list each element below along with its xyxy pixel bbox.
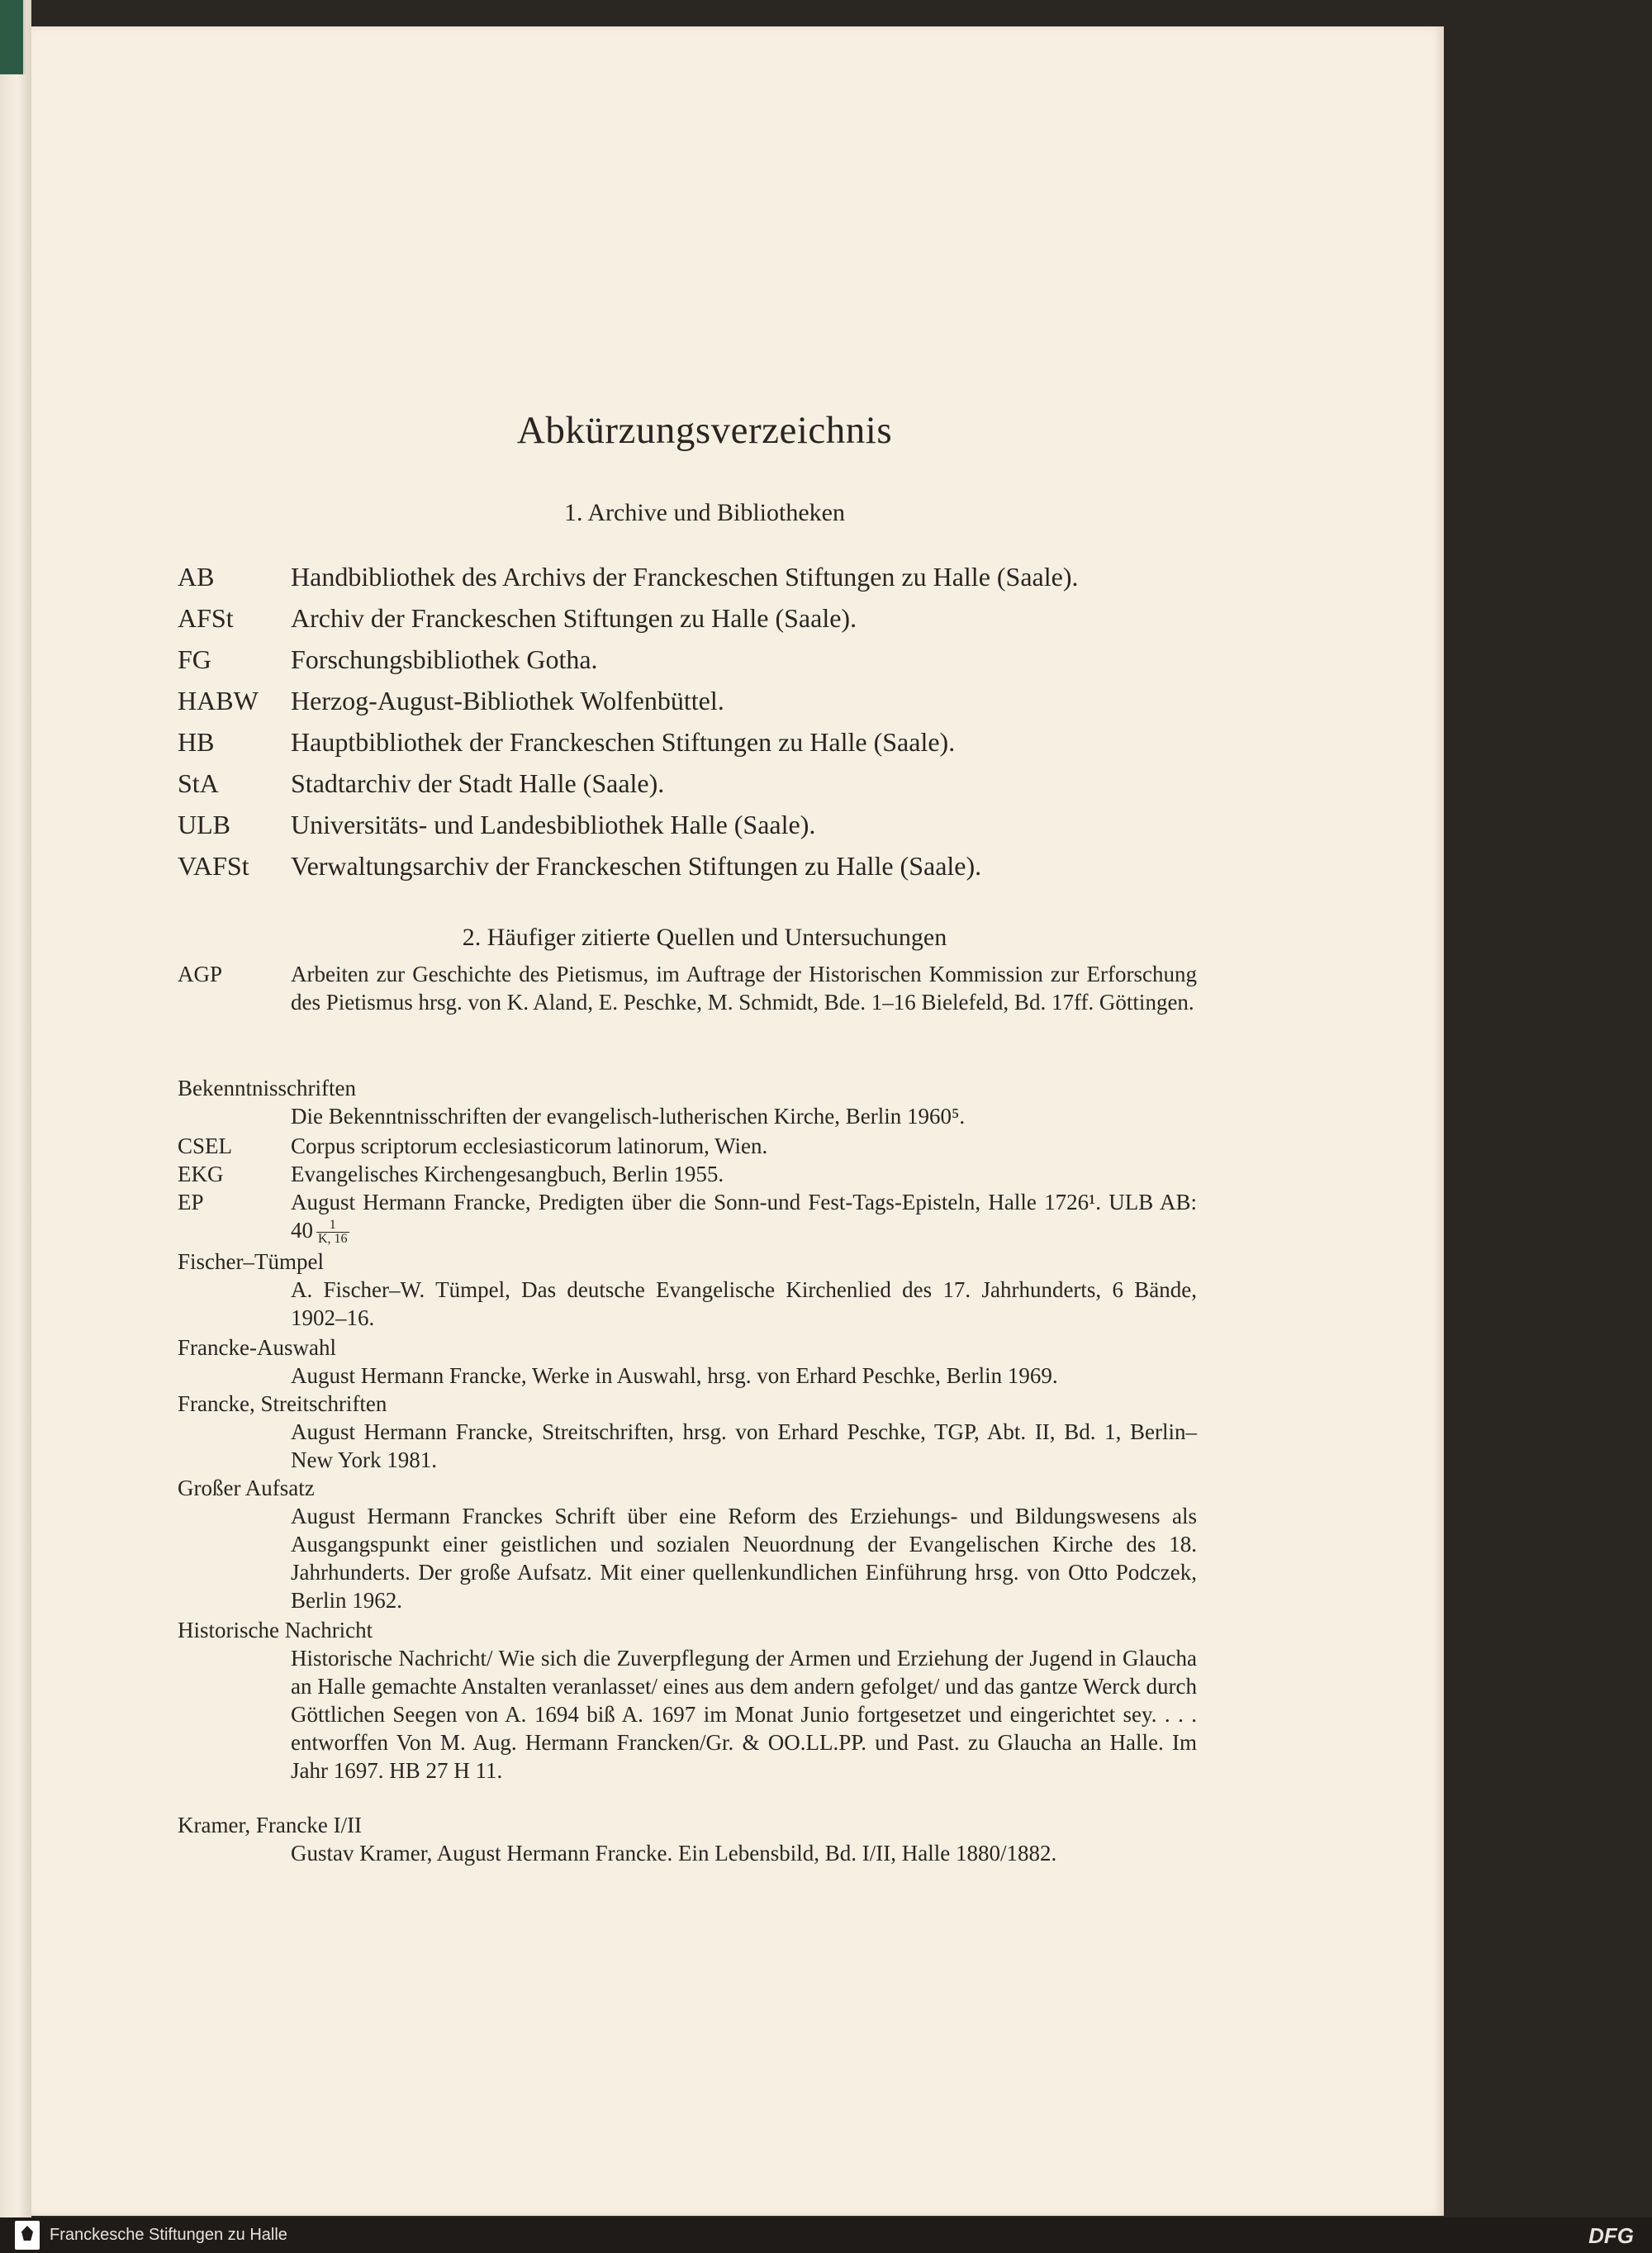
viewer-footer-bar: [0, 2217, 1652, 2253]
abbr-code: VAFSt: [178, 851, 249, 881]
abbr-desc: Universitäts- und Landesbibliothek Halle (Saale).: [291, 810, 816, 839]
abbr-code: Kramer, Francke I/II: [178, 1813, 363, 1837]
abbr-desc: Arbeiten zur Geschichte des Pietismus, im Auftrage der Historischen Kommission zur Erforschung des Pietismus hrsg. von K. Aland, E. Peschke, M. Schmidt, Bde. 1–16 Bielefeld, Bd. 17ff. Göttingen.: [291, 962, 1197, 1015]
abbr-desc: Gustav Kramer, August Hermann Francke. Ein Lebensbild, Bd. I/II, Halle 1880/1882.: [291, 1841, 1057, 1866]
abbr-desc: Archiv der Franckeschen Stiftungen zu Halle (Saale).: [291, 603, 857, 633]
abbr-desc: Verwaltungsarchiv der Franckeschen Stiftungen zu Halle (Saale).: [291, 851, 982, 881]
abbr-code: FG: [178, 644, 211, 674]
abbr-desc: Historische Nachricht/ Wie sich die Zuverpflegung der Armen und Erziehung der Jugend in Glaucha an Halle gemachte Anstalten veranlasset/ eines aus dem andern gefolget/ und das gantze Werck durch Göttlichen Seegen von A. 1694 biß A. 1697 im Monat Junio fortgesetzet und eingerichtet sey. . . . entworffen Von M. Aug. Hermann Francken/Gr. & OO.LL.PP. und Past. zu Glaucha an Halle. Im Jahr 1697. HB 27 H 11.: [291, 1646, 1197, 1783]
ep-text: August Hermann Francke, Predigten über die Sonn-und Fest-Tags-Episteln, Halle 1726¹. ULB AB: 40: [291, 1190, 1197, 1243]
section-heading-sources: 2. Häufiger zitierte Quellen und Untersuchungen: [462, 924, 947, 951]
abbr-code: HABW: [178, 686, 259, 715]
abbr-desc: Handbibliothek des Archivs der Franckeschen Stiftungen zu Halle (Saale).: [291, 562, 1079, 592]
abbr-code: HB: [178, 727, 215, 757]
abbr-code: ULB: [178, 810, 230, 839]
abbr-desc: Stadtarchiv der Stadt Halle (Saale).: [291, 768, 665, 798]
abbr-code: Francke, Streitschriften: [178, 1391, 387, 1416]
document-page: [31, 26, 1444, 2216]
dfg-logo: DFG: [1588, 2223, 1634, 2248]
fraction-numerator: 1: [316, 1219, 349, 1233]
abbr-code: EKG: [178, 1162, 224, 1186]
abbr-desc: A. Fischer–W. Tümpel, Das deutsche Evangelische Kirchenlied des 17. Jahrhunderts, 6 Bände, 1902–16.: [291, 1277, 1197, 1330]
list-item: [178, 1616, 1197, 1785]
book-cover-edge: [0, 0, 26, 74]
abbr-desc: Die Bekenntnisschriften der evangelisch-lutherischen Kirche, Berlin 1960⁵.: [291, 1104, 966, 1129]
fraction-denominator: K, 16: [318, 1232, 348, 1247]
page-title: Abkürzungsverzeichnis: [516, 409, 893, 452]
abbr-code: Historische Nachricht: [178, 1618, 373, 1642]
abbr-code: AGP: [178, 962, 223, 986]
abbr-desc: Hauptbibliothek der Franckeschen Stiftungen zu Halle (Saale).: [291, 727, 956, 757]
abbr-code: AFSt: [178, 603, 234, 633]
abbr-desc: August Hermann Francke, Streitschriften, hrsg. von Erhard Peschke, TGP, Abt. II, Bd. 1, Berlin–New York 1981.: [291, 1419, 1197, 1472]
list-item: [178, 1474, 1197, 1614]
abbr-code: StA: [178, 768, 219, 798]
list-item: [178, 1160, 1197, 1188]
show-through: [775, 212, 1336, 873]
list-item: [178, 1333, 1197, 1390]
abbr-desc: August Hermann Franckes Schrift über eine Reform des Erziehungs- und Bildungswesens als Ausgangspunkt einer geistlichen und sozialen Neuordnung der Evangelischen Kirche des 18. Jahrhunderts. Der große Aufsatz. Mit einer quellenkundlichen Einführung hrsg. von Otto Podczek, Berlin 1962.: [291, 1504, 1197, 1613]
abbr-code: AB: [178, 562, 215, 592]
abbr-code: Francke-Auswahl: [178, 1335, 336, 1360]
list-item: [178, 1811, 1197, 1867]
abbr-code: Bekenntnisschriften: [178, 1076, 356, 1100]
abbr-desc: August Hermann Francke, Werke in Auswahl, hrsg. von Erhard Peschke, Berlin 1969.: [291, 1363, 1058, 1388]
section-heading-archives: 1. Archive und Bibliotheken: [564, 499, 845, 526]
list-item: [178, 960, 1197, 1016]
list-item: [178, 1390, 1197, 1474]
abbr-code: EP: [178, 1190, 204, 1214]
shelfmark-fraction: [316, 1219, 349, 1246]
abbr-code: Großer Aufsatz: [178, 1476, 315, 1500]
institution-name: Franckesche Stiftungen zu Halle: [50, 2226, 287, 2244]
list-item: [178, 1188, 1197, 1246]
abbr-desc: Corpus scriptorum ecclesiasticorum latinorum, Wien.: [291, 1134, 768, 1158]
list-item: [178, 1132, 1197, 1160]
abbr-desc: Forschungsbibliothek Gotha.: [291, 644, 598, 674]
institution-logo-icon: [15, 2221, 40, 2250]
abbr-code: CSEL: [178, 1134, 233, 1158]
book-spine: [0, 0, 31, 2217]
abbr-code: Fischer–Tümpel: [178, 1249, 324, 1274]
list-item: [178, 1074, 1197, 1130]
abbr-desc: [291, 1188, 1197, 1246]
abbr-desc: Evangelisches Kirchengesangbuch, Berlin 1955.: [291, 1162, 724, 1186]
list-item: [178, 1248, 1197, 1332]
abbr-desc: Herzog-August-Bibliothek Wolfenbüttel.: [291, 686, 724, 715]
